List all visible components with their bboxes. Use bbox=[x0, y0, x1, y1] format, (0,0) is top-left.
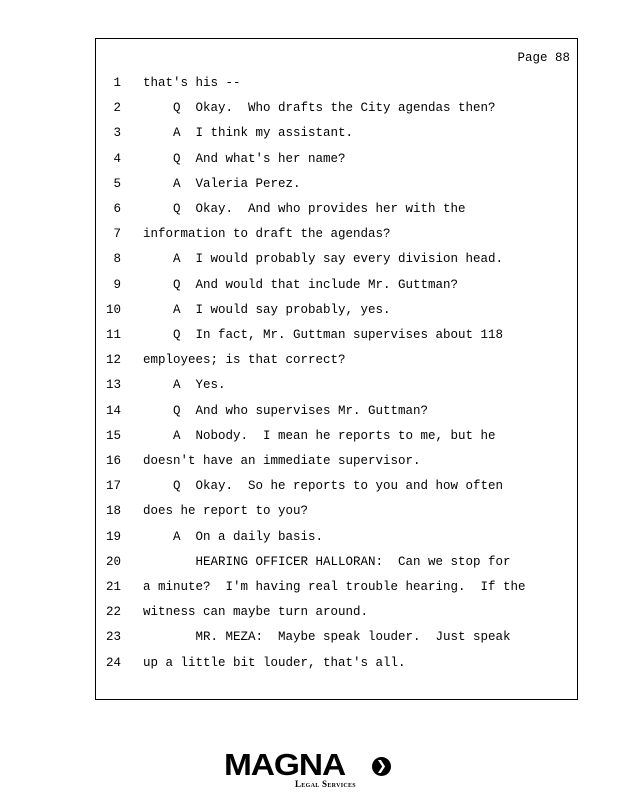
transcript-line bbox=[96, 301, 576, 319]
logo-wordmark: MAGNA bbox=[224, 747, 346, 782]
line-text: a minute? I'm having real trouble hearing. If the bbox=[143, 580, 526, 594]
transcript-line bbox=[96, 603, 576, 621]
transcript-page bbox=[95, 38, 578, 700]
line-number: 9 bbox=[113, 277, 121, 292]
line-number: 3 bbox=[113, 126, 121, 141]
transcript-line bbox=[96, 326, 576, 344]
transcript-line bbox=[96, 124, 576, 142]
line-number: 24 bbox=[105, 655, 121, 670]
line-number: 4 bbox=[113, 151, 121, 166]
transcript-line bbox=[96, 528, 576, 546]
line-text: A Yes. bbox=[143, 378, 226, 393]
line-number: 18 bbox=[105, 504, 121, 519]
line-text: up a little bit louder, that's all. bbox=[143, 655, 406, 670]
line-text: doesn't have an immediate supervisor. bbox=[143, 454, 421, 468]
line-number: 17 bbox=[105, 479, 121, 494]
line-text: Q And would that include Mr. Guttman? bbox=[143, 277, 459, 292]
transcript-line bbox=[96, 200, 576, 218]
transcript-line bbox=[96, 654, 576, 672]
line-number: 10 bbox=[105, 302, 121, 317]
line-text: A On a daily basis. bbox=[143, 529, 324, 544]
line-number: 11 bbox=[105, 328, 121, 342]
transcript-line bbox=[96, 150, 576, 168]
line-text: Q Okay. Who drafts the City agendas then? bbox=[143, 101, 496, 116]
line-text: MR. MEZA: Maybe speak louder. Just speak bbox=[143, 630, 511, 645]
line-number: 12 bbox=[105, 353, 121, 368]
chevron-right-circle-icon: ❯ bbox=[372, 757, 391, 776]
line-number: 15 bbox=[105, 428, 121, 443]
transcript-line bbox=[96, 402, 576, 420]
line-text: A Valeria Perez. bbox=[143, 176, 301, 191]
transcript-line bbox=[96, 628, 576, 646]
line-number: 2 bbox=[113, 101, 121, 116]
transcript-line bbox=[96, 74, 576, 92]
line-text: that's his -- bbox=[143, 76, 241, 90]
line-text: witness can maybe turn around. bbox=[143, 605, 369, 620]
line-text: Q Okay. So he reports to you and how often bbox=[143, 479, 504, 494]
transcript-line bbox=[96, 427, 576, 445]
line-text: A I would probably say every division head. bbox=[143, 252, 504, 267]
transcript-line bbox=[96, 276, 576, 294]
transcript-line bbox=[96, 175, 576, 193]
transcript-line bbox=[96, 376, 576, 394]
line-text: HEARING OFFICER HALLORAN: Can we stop for bbox=[143, 554, 511, 569]
transcript-line bbox=[96, 578, 576, 596]
line-number: 16 bbox=[105, 454, 121, 468]
line-number: 8 bbox=[113, 252, 121, 267]
line-text: Q In fact, Mr. Guttman supervises about 118 bbox=[143, 328, 504, 342]
page-number: Page 88 bbox=[517, 51, 570, 65]
line-number: 20 bbox=[105, 554, 121, 569]
line-number: 7 bbox=[113, 227, 121, 242]
line-text: does he report to you? bbox=[143, 504, 309, 519]
line-number: 19 bbox=[105, 529, 121, 544]
line-number: 14 bbox=[105, 403, 121, 418]
transcript-line bbox=[96, 99, 576, 117]
line-text: A Nobody. I mean he reports to me, but he bbox=[143, 428, 496, 443]
transcript-line bbox=[96, 351, 576, 369]
transcript-line bbox=[96, 553, 576, 571]
transcript-line bbox=[96, 225, 576, 243]
line-number: 22 bbox=[105, 605, 121, 620]
logo-subtitle: Legal Services bbox=[295, 779, 356, 789]
line-text: Q And what's her name? bbox=[143, 151, 346, 166]
line-number: 23 bbox=[105, 630, 121, 645]
line-number: 1 bbox=[113, 76, 121, 90]
transcript-line bbox=[96, 502, 576, 520]
line-number: 6 bbox=[113, 202, 121, 216]
line-text: A I think my assistant. bbox=[143, 126, 354, 141]
line-number: 13 bbox=[105, 378, 121, 393]
line-text: Q And who supervises Mr. Guttman? bbox=[143, 403, 429, 418]
line-text: employees; is that correct? bbox=[143, 353, 346, 368]
transcript-line bbox=[96, 452, 576, 470]
line-text: A I would say probably, yes. bbox=[143, 302, 391, 317]
line-number: 5 bbox=[113, 176, 121, 191]
transcript-line bbox=[96, 477, 576, 495]
line-number: 21 bbox=[105, 580, 121, 594]
line-text: Q Okay. And who provides her with the bbox=[143, 202, 466, 216]
magna-logo bbox=[224, 748, 396, 792]
transcript-line bbox=[96, 250, 576, 268]
line-text: information to draft the agendas? bbox=[143, 227, 391, 242]
